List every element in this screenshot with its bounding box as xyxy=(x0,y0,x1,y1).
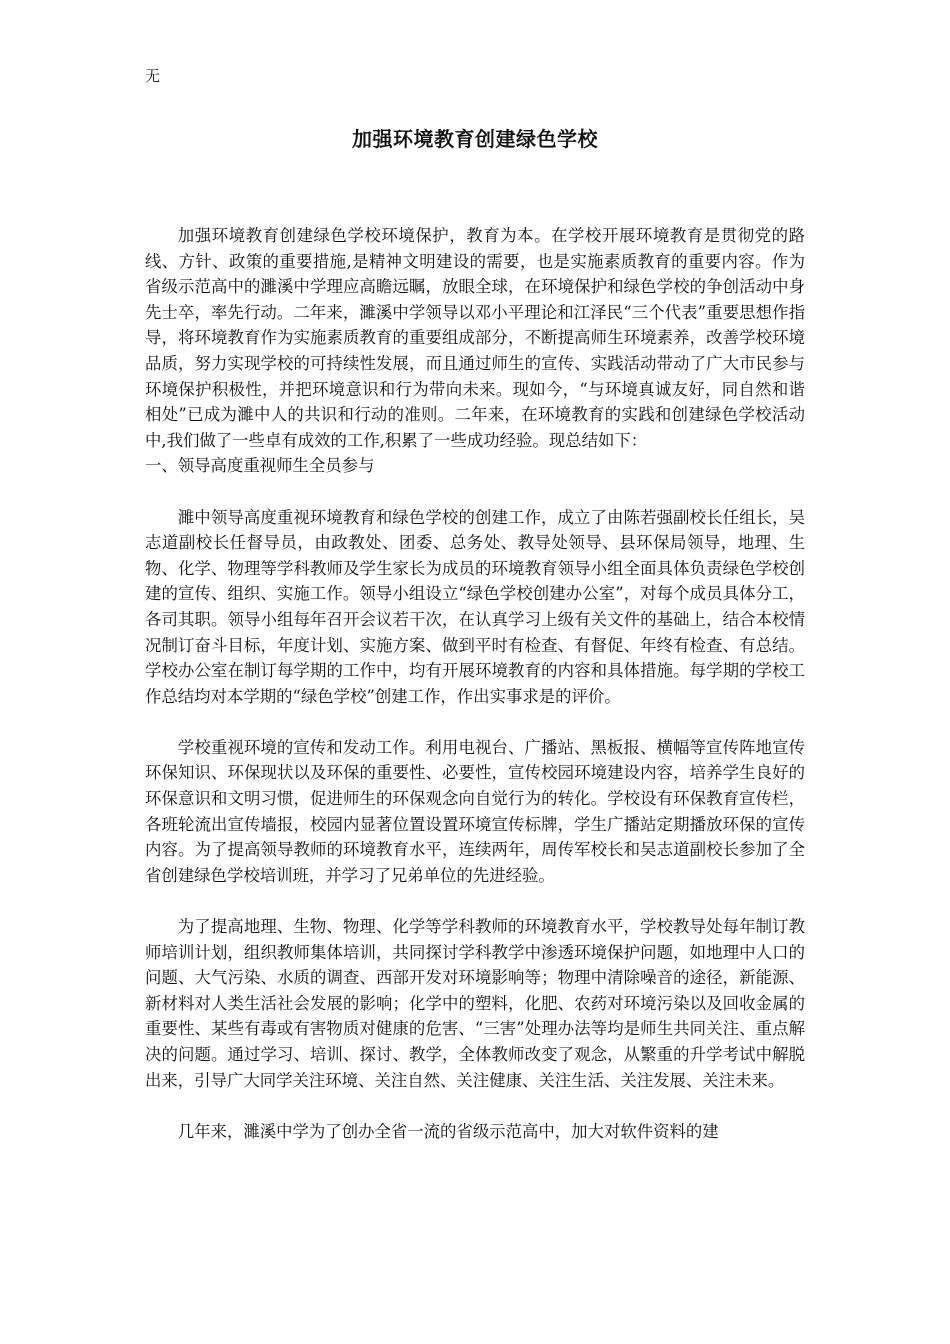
paragraph-intro: 加强环境教育创建绿色学校环境保护，教育为本。在学校开展环境教育是贯彻党的路线、方针、政策的重要措施,是精神文明建设的需要，也是实施素质教育的重要内容。作为省级示范高中的濉溪中学理应高瞻远瞩，放眼全球，在环境保护和绿色学校的争创活动中身先士卒，率先行动。二年来，濉溪中学领导以邓小平理论和江泽民“三个代表”重要思想作指导，将环境教育作为实施素质教育的重要组成部分，不断提高师生环境素养，改善学校环境品质，努力实现学校的可持续性发展，而且通过师生的宣传、实践活动带动了广大市民参与环境保护积极性，并把环境意识和行为带向未来。现如今，“与环境真诚友好，同自然和谐相处”已成为濉中人的共识和行动的准则。二年来，在环境教育的实践和创建绿色学校活动中,我们做了一些卓有成效的工作,积累了一些成功经验。现总结如下： xyxy=(145,226,805,450)
section-heading: 一、领导高度重视师生全员参与 xyxy=(145,456,375,476)
paragraph-teacher-training: 为了提高地理、生物、物理、化学等学科教师的环境教育水平，学校教导处每年制订教师培训计划，组织教师集体培训，共同探讨学科教学中渗透环境保护问题，如地理中人口的问题、大气污染、水质的调查、西部开发对环境影响等；物理中清除噪音的途径，新能源、新材料对人类生活社会发展的影响；化学中的塑料，化肥、农药对环境污染以及回收金属的重要性、某些有毒或有害物质对健康的危害、“三害”处理办法等均是师生共同关注、重点解决的问题。通过学习、培训、探讨、教学，全体教师改变了观念，从繁重的升学考试中解脱出来，引导广大同学关注环境、关注自然、关注健康、关注生活、关注发展、关注未来。 xyxy=(145,917,805,1090)
header-mark: 无 xyxy=(145,67,161,85)
document-body xyxy=(145,223,805,1170)
document-title: 加强环境教育创建绿色学校 xyxy=(352,127,598,151)
paragraph-publicity: 学校重视环境的宣传和发动工作。利用电视台、广播站、黑板报、横幅等宣传阵地宣传环保知识、环保现状以及环保的重要性、必要性，宣传校园环境建设内容，培养学生良好的环保意识和文明习惯，促进师生的环保观念向自觉行为的转化。学校设有环保教育宣传栏，各班轮流出宣传墙报，校园内显著位置设置环境宣传标牌，学生广播站定期播放环保的宣传内容。为了提高领导教师的环境教育水平，连续两年，周传军校长和吴志道副校长参加了全省创建绿色学校培训班，并学习了兄弟单位的先进经验。 xyxy=(145,737,805,885)
paragraph-software-materials: 几年来，濉溪中学为了创办全省一流的省级示范高中，加大对软件资料的建 xyxy=(177,1121,719,1141)
paragraph-leadership: 濉中领导高度重视环境教育和绿色学校的创建工作，成立了由陈若强副校长任组长，吴志道副校长任督导员，由政教处、团委、总务处、教导处领导、县环保局领导，地理、生物、化学、物理等学科教师及学生家长为成员的环境教育领导小组全面具体负责绿色学校创建的宣传、组织、实施工作。领导小组设立“绿色学校创建办公室”，对每个成员具体分工，各司其职。领导小组每年召开会议若干次，在认真学习上级有关文件的基础上，结合本校情况制订奋斗目标，年度计划、实施方案、做到平时有检查、有督促、年终有检查、有总结。学校办公室在制订每学期的工作中，均有开展环境教育的内容和具体措施。每学期的学校工作总结均对本学期的“绿色学校”创建工作，作出实事求是的评价。 xyxy=(145,507,805,706)
